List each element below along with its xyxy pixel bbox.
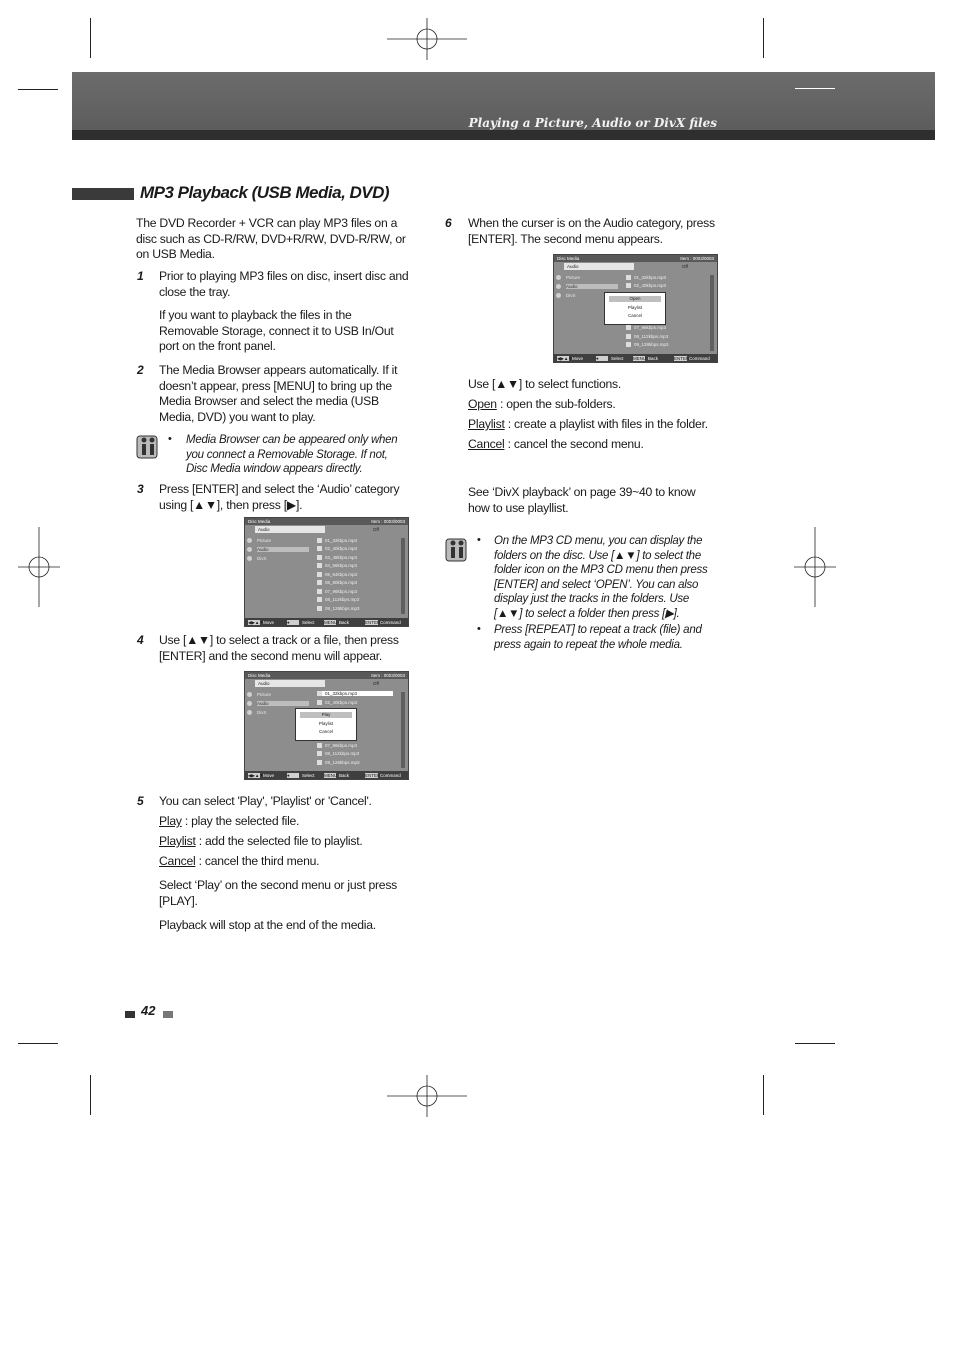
media-screen-2: Disc Media Item : 0003/0003 Audio Off Picture Audio DivX 01_32kbps.mp3 02_40kbps.mp3 07_96kbps.mp3 08_112kbps.mp3 09_128kbps.mp3 Play Playlist Cancel ◀▶▲▼ Move ● Select MENU Back ENTER Command — [244, 671, 409, 780]
file-item: 09_128kbps.mp3 — [317, 606, 360, 611]
section-title: MP3 Playback (USB Media, DVD) — [140, 183, 390, 202]
step6-see: See ‘DivX playback’ on page 39~40 to know how to use playllist. — [468, 485, 696, 515]
step5-stop: Playback will stop at the end of the media. — [159, 918, 376, 932]
crop-mark — [763, 1075, 764, 1115]
step1-extra: If you want to playback the files in the Removable Storage, connect it to USB In/Out port on the front panel. — [159, 308, 394, 353]
step6-open: Open : open the sub-folders. — [468, 397, 616, 411]
bullet: • — [477, 534, 481, 546]
registration-mark-left — [18, 527, 60, 607]
file-item: 07_96kbps.mp3 — [626, 325, 666, 330]
crop-mark — [18, 1043, 58, 1044]
category-picture: Picture — [247, 538, 307, 544]
registration-mark-right — [794, 527, 836, 607]
crop-mark — [763, 18, 764, 58]
step-number: 3 — [137, 482, 144, 496]
category-audio: Audio — [247, 701, 307, 707]
menu-item-cancel: Cancel — [627, 313, 642, 318]
step5-cancel: Cancel : cancel the third menu. — [159, 854, 320, 868]
menu-item-open: Open — [609, 296, 661, 302]
second-menu — [295, 708, 357, 741]
screen-item-count: Item : 0003/0003 — [371, 519, 405, 524]
file-item: 07_96kbps.mp3 — [317, 743, 357, 748]
bullet: • — [477, 623, 481, 635]
step4-text: Use [▲▼] to select a track or a file, then press [ENTER] and the second menu will appear. — [159, 633, 399, 663]
step6-cancel: Cancel : cancel the second menu. — [468, 437, 644, 451]
menu-item-play: Play — [300, 712, 352, 718]
file-item: 01_32kbps.mp3 — [626, 275, 666, 280]
file-item: 07_96kbps.mp3 — [317, 589, 357, 594]
file-item: 08_112kbps.mp3 — [626, 334, 668, 339]
info-icon — [445, 535, 469, 563]
category-divx: DivX — [556, 293, 616, 299]
section-bar — [72, 188, 134, 200]
intro-text: The DVD Recorder + VCR can play MP3 files on a disc such as CD-R/RW, DVD+R/RW, DVD-R/RW, or on USB Media. — [136, 216, 406, 261]
file-item-selected: 01_32kbps.mp3 — [317, 691, 393, 696]
step-number: 5 — [137, 794, 144, 808]
second-menu — [604, 292, 666, 325]
file-item: 09_128kbps.mp3 — [317, 760, 360, 765]
step-number: 4 — [137, 633, 144, 647]
file-item: 02_40kbps.mp3 — [317, 546, 357, 551]
header-strip — [72, 130, 935, 140]
note2b-text: Press [REPEAT] to repeat a track (file) and press again to repeat the whole media. — [494, 624, 702, 651]
category-divx: DivX — [247, 710, 307, 716]
file-item: 01_32kbps.mp3 — [317, 538, 357, 543]
screen-title: Disc Media — [248, 519, 271, 524]
menu-item-playlist: Playlist — [627, 305, 643, 310]
media-screen-3: Disc Media Item : 0003/0003 Audio Off Picture Audio DivX 01_32kbps.mp3 02_40kbps.mp3 07_96kbps.mp3 08_112kbps.mp3 09_128kbps.mp3 Open Playlist Cancel ◀▶▲▼ Move ● Select MENU Back ENTER Command — [553, 254, 718, 363]
step-number: 1 — [137, 269, 144, 283]
registration-mark-top — [387, 18, 467, 60]
crop-mark — [18, 89, 58, 90]
file-item: 05_64kbps.mp3 — [317, 572, 357, 577]
screen-off: Off — [373, 527, 379, 532]
step5-playlist: Playlist : add the selected file to playlist. — [159, 834, 363, 848]
page-number-mark — [163, 1011, 173, 1018]
note1-text: Media Browser can be appeared only when you connect a Removable Storage. If not, Disc Media window appears directly. — [186, 434, 398, 475]
info-icon — [136, 432, 160, 460]
bullet: • — [168, 433, 172, 445]
category-picture: Picture — [556, 275, 616, 281]
registration-mark-bottom — [387, 1075, 467, 1117]
category-audio: Audio — [556, 284, 616, 290]
file-item: 08_112kbps.mp3 — [317, 597, 359, 602]
scrollbar — [401, 692, 405, 768]
step6-use: Use [▲▼] to select functions. — [468, 377, 622, 391]
menu-item-cancel: Cancel — [318, 729, 333, 734]
page-number-mark — [125, 1011, 135, 1018]
note2a-text: On the MP3 CD menu, you can display the folders on the disc. Use [▲▼] to select the folder icon on the MP3 CD menu then press [ENTER] and select ‘OPEN’. You can also display just the tracks in the folders. Use [▲▼] to select a folder then press [▶]. — [494, 535, 708, 620]
category-picture: Picture — [247, 692, 307, 698]
file-item: 08_112kbps.mp3 — [317, 751, 359, 756]
step5-text: You can select 'Play', 'Playlist' or 'Cancel'. — [159, 794, 372, 808]
file-item: 02_40kbps.mp3 — [317, 700, 357, 705]
step5-select: Select ‘Play’ on the second menu or just press [PLAY]. — [159, 878, 398, 908]
header-crop-line — [795, 88, 835, 89]
file-item: 04_56kbps.mp3 — [317, 563, 357, 568]
step-number: 6 — [445, 216, 452, 230]
file-item: 02_40kbps.mp3 — [626, 283, 666, 288]
media-screen-1: Disc Media Item : 0003/0003 Audio Off Picture Audio DivX 01_32kbps.mp3 02_40kbps.mp3 03_48kbps.mp3 04_56kbps.mp3 05_64kbps.mp3 06_80kbps.mp3 07_96kbps.mp3 08_112kbps.mp3 09_128kbps.mp3 ◀▶▲▼ Move ● Select MENU Back ENTER Command — [244, 517, 409, 627]
crop-mark — [795, 1043, 835, 1044]
file-item: 06_80kbps.mp3 — [317, 580, 357, 585]
file-item: 03_48kbps.mp3 — [317, 555, 357, 560]
scrollbar — [710, 275, 714, 351]
step3-text: Press [ENTER] and select the ‘Audio’ category using [▲▼], then press [▶]. — [159, 482, 400, 512]
step6-playlist: Playlist : create a playlist with files in the folder. — [468, 417, 708, 431]
step1-text: Prior to playing MP3 files on disc, insert disc and close the tray. — [159, 269, 409, 299]
file-item: 09_128kbps.mp3 — [626, 342, 669, 347]
header-title: Playing a Picture, Audio or DivX files — [468, 116, 717, 130]
scrollbar — [401, 538, 405, 614]
crop-mark — [90, 18, 91, 58]
step-number: 2 — [137, 363, 144, 377]
category-audio: Audio — [247, 547, 307, 553]
step2-text: The Media Browser appears automatically. If it doesn’t appear, press [MENU] to bring up the Media Browser and select the media (USB Media, DVD) you want to play. — [159, 363, 398, 424]
step6-text: When the curser is on the Audio category, press [ENTER]. The second menu appears. — [468, 216, 715, 246]
step5-play: Play : play the selected file. — [159, 814, 300, 828]
category-divx: DivX — [247, 556, 307, 562]
screen-folder: Audio — [258, 527, 270, 532]
page-number: 42 — [141, 1003, 156, 1018]
menu-item-playlist: Playlist — [318, 721, 334, 726]
crop-mark — [90, 1075, 91, 1115]
